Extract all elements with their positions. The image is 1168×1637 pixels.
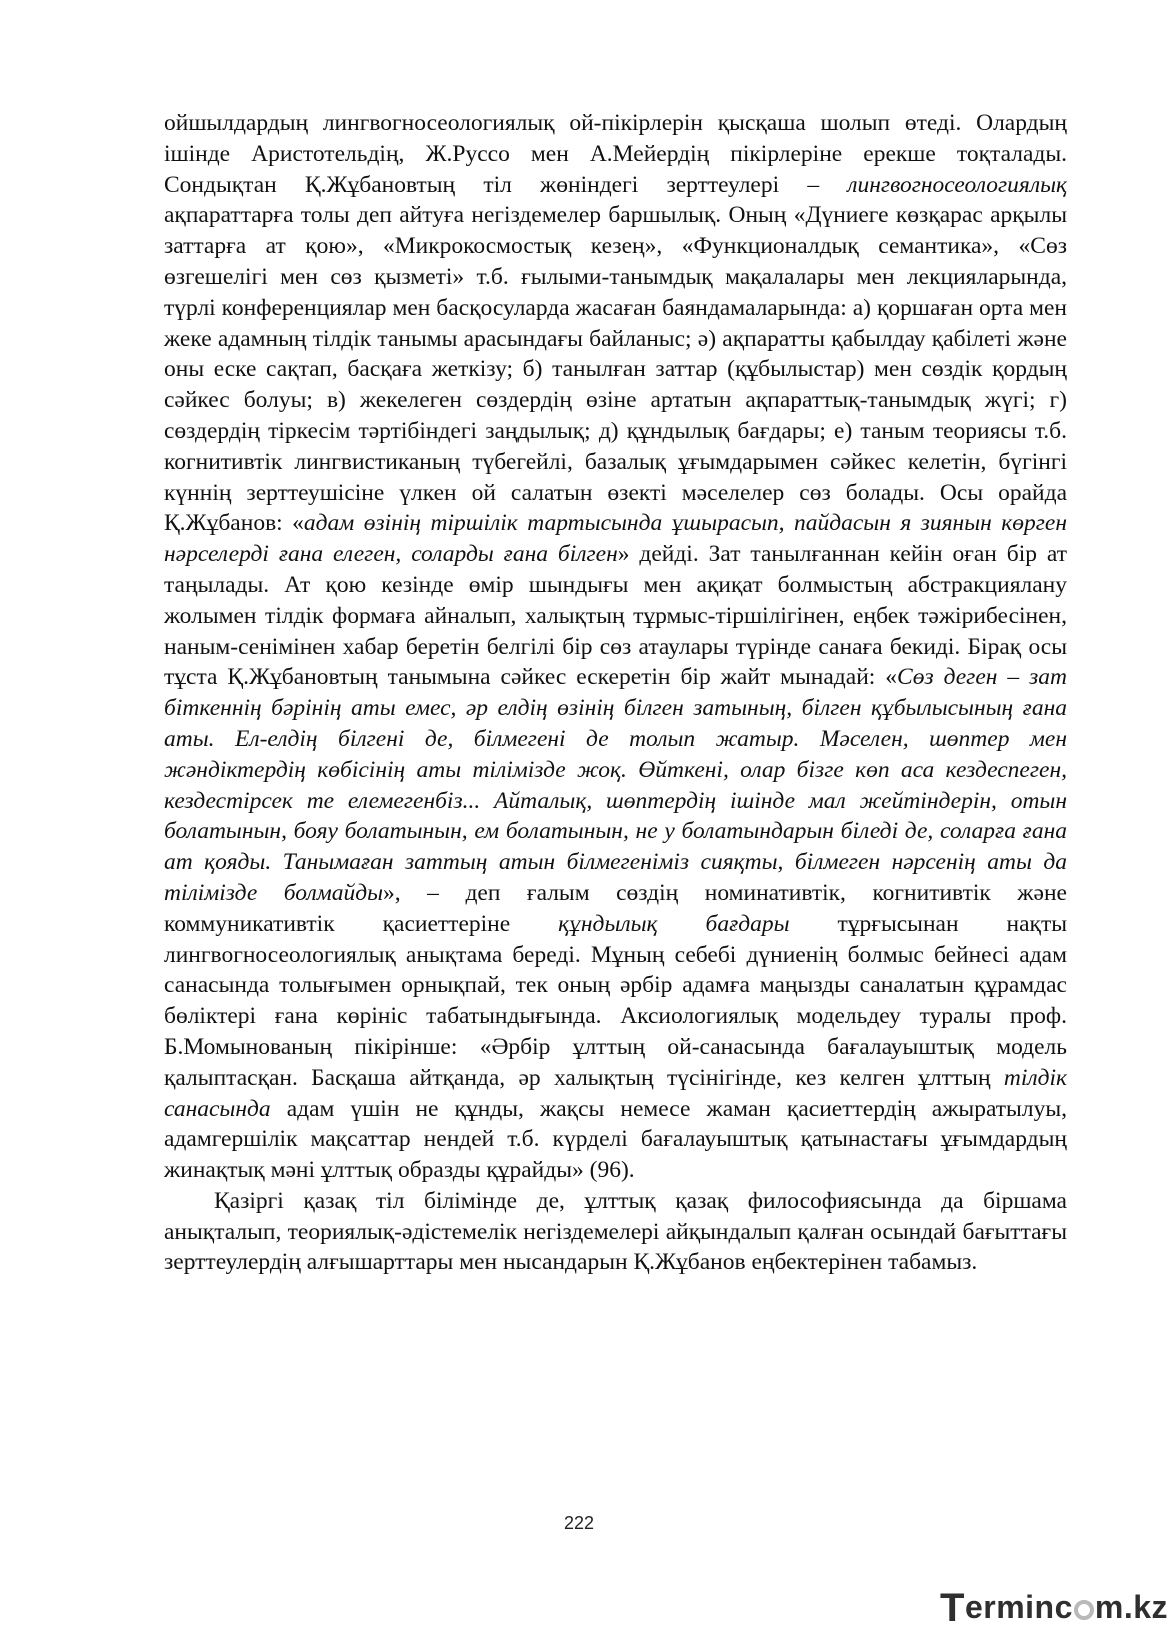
text-segment: » дейді. Зат танылғаннан кейін оған бір ат таңылады. Ат қою кезінде өмір шындығы мен ақиқат болмыстың абстракциялану жолымен тілдік формаға айналып, халықтың тұрмыс-тіршілігінен, еңбек тәжірибесінен, наным-сенімінен хабар беретін белгілі бір сөз атаулары түрінде санаға бекиді. Бірақ осы тұста Қ.Жұбановтың танымына сәйкес ескеретін бір жайт мынадай: « [164,541,1067,691]
watermark-text: m.kz [1094,1589,1168,1625]
text-segment: ақпараттарға толы деп айтуға негіздемелер баршылық. Оның «Дүниеге көзқарас арқылы заттарға ат қою», «Микрокосмостық кезең», «Функционалдық семантика», «Сөз өзгешелігі мен сөз қызметі» т.б. ғылыми-танымдық мақалалары мен лекцияларында, түрлі конференциялар мен басқосуларда жасаған баяндамаларында: а) қоршаған орта мен жеке адамның тілдік танымы арасындағы байланыс; ә) ақпаратты қабылдау қабілеті және оны еске сақтап, басқаға жеткізу; б) танылған заттар (құбылыстар) мен сөздік қордың сәйкес болуы; в) жекелеген сөздердің өзіне артатын ақпараттық-танымдық жүгі; г) сөздердің тіркесім тәртібіндегі заңдылық; д) құндылық бағдары; е) таным теориясы т.б. когнитивтік лингвистиканың түбегейлі, базалық ұғымдарымен сәйкес келетін, бүгінгі күннің зерттеушісіне үлкен ой салатын өзекті мәселелер сөз болады. Осы орайда Қ.Жұбанов: « [164,202,1067,537]
text-segment: тұрғысынан нақты лингвогносеологиялық анықтама береді. Мұның себебі дүниенің болмыс бейнесі адам санасында толығымен орнықпай, тек оның әрбір адамға маңызды саналатын құрамдас бөліктері ғана көрініс табатындығында. Аксиологиялық модельдеу туралы проф. Б.Момынованың пікірінше: «Әрбір ұлттың ой-санасында бағалауыштық модель қалыптасқан. Басқаша айтқанда, әр халықтың түсінігінде, кез келген ұлттың [164,910,1068,1091]
watermark-circle-icon [1074,1600,1094,1620]
text-segment: ойшылдардың лингвогносеологиялық ой-пікірлерін қысқаша шолып өтеді. Олардың ішінде Аристотельдің, Ж.Руссо мен А.Мейердің пікірлеріне ерекше тоқталады. Сондықтан Қ.Жұбановтың тіл жөніндегі зерттеулері – [164,110,1067,198]
italic-quote: Сөз деген – зат біткеннің бәрінің аты емес, әр елдің өзінің білген затының, білген құбылысының ғана аты. Ел-елдің білгені де, білмегені де толып жатыр. Мәселен, шөптер мен жәндіктердің көбісінің аты тілімізде жоқ. Өйткені, олар бізге көп аса кездеспеген, кездестірсек те елемегенбіз... Айталық, шөптердің ішінде мал жейтіндерін, отын болатынын, бояу болатынын, ем болатынын, не у болатындарын біледі де, соларға ғана ат қояды. Танымаған заттың атын білмегеніміз сияқты, білмеген нәрсенің аты да тілімізде болмайды [164,664,1067,906]
italic-term: құндылық бағдары [558,910,790,937]
text-segment: », – деп ғалым сөздің номинативтік, когнитивтік және коммуникативтік қасиеттеріне [164,879,1067,937]
text-segment: Қазіргі қазақ тіл білімінде де, ұлттық қазақ философиясында да біршама анықталып, теориялық-әдістемелік негіздемелері айқындалып қалған осындай бағыттағы зерттеулердің алғышарттары мен нысандарын Қ.Жұбанов еңбектерінен табамыз. [164,1187,1067,1276]
watermark-text: erminc [964,1589,1073,1625]
terminco-watermark-logo [940,1583,1168,1630]
watermark-letter: T [940,1586,965,1630]
italic-term: тілдік санасында [164,1064,1067,1122]
italic-term: лингвогносеологиялық [847,171,1067,198]
page-number: 222 [563,1513,595,1533]
paragraph-2 [164,1186,1067,1278]
text-segment: адам үшін не құнды, жақсы немесе жаман қасиеттердің ажыратылуы, адамгершілік мақсаттар нендей т.б. күрделі бағалауыштық қатынастағы ұғымдардың жинақтық мәні ұлттық образды құрайды» (96). [164,1095,1067,1184]
document-body [164,108,1067,1278]
italic-quote: адам өзінің тіршілік тартысында ұшырасып, пайдасын я зиянын көрген нәрселерді ғана елеген, соларды ғана білген [164,510,1067,568]
paragraph-1 [164,108,1067,1186]
